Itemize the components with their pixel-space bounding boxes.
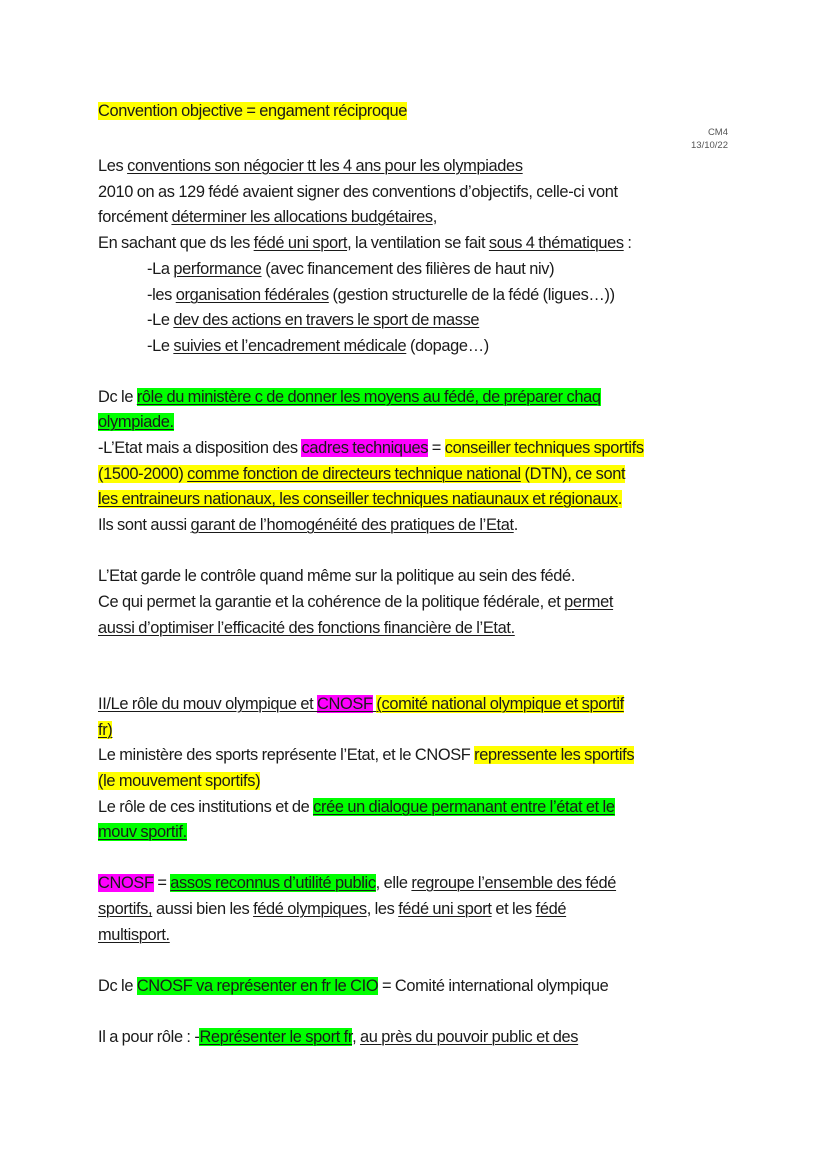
paragraph-line (98, 565, 575, 587)
course-label: CM4 (707, 127, 728, 138)
underlined-text: au près du pouvoir public et des (359, 1028, 579, 1046)
underlined-text: fédé uni sport (253, 234, 348, 252)
text: = (428, 439, 445, 457)
magenta-highlight: CNOSF (317, 695, 373, 713)
magenta-highlight: cadres techniques (301, 439, 429, 457)
green-highlight: assos reconnus d’utilité public (170, 874, 376, 892)
underlined-text: dev des actions en travers le sport de masse (173, 311, 480, 329)
text: Dc le (98, 977, 137, 995)
paragraph-line (98, 437, 644, 459)
text: -Le (147, 311, 174, 329)
text: , les (366, 900, 399, 918)
title-highlight: Convention objective = engament réciproque (98, 102, 408, 120)
paragraph-line (98, 924, 170, 946)
green-highlight: rôle du ministère c de donner les moyens au fédé, de préparer chaq (136, 388, 601, 406)
underlined-text: suivies et l’encadrement médicale (173, 337, 407, 355)
underlined-text: sous 4 thématiques (488, 234, 624, 252)
paragraph-line (98, 463, 625, 485)
text: L’Etat garde le contrôle quand même sur la politique au sein des fédé. (98, 567, 576, 585)
text: -L’Etat mais a disposition des (98, 439, 302, 457)
text: (dopage…) (406, 337, 489, 355)
paragraph-line (98, 872, 616, 894)
underlined-text: permet (564, 593, 614, 611)
text: = Comité international olympique (378, 977, 609, 995)
underlined-text: fédé olympiques (253, 900, 367, 918)
paragraph-line (98, 206, 437, 228)
text: Les (98, 157, 128, 175)
heading-text: II/Le rôle du mouv olympique et (98, 695, 318, 713)
yellow-highlight: (comité national olympique et sportif (376, 695, 624, 713)
text: (avec financement des filières de haut niv) (261, 260, 555, 278)
magenta-highlight: CNOSF (98, 874, 154, 892)
text: , elle (375, 874, 412, 892)
green-highlight: mouv sportif. (98, 823, 187, 841)
text: , (432, 208, 437, 226)
underlined-text: multisport. (98, 926, 170, 944)
text: -La (147, 260, 174, 278)
list-item (147, 309, 479, 331)
text: , (352, 1028, 360, 1046)
course-meta (691, 126, 728, 152)
text: 2010 on as 129 fédé avaient signer des conventions d’objectifs, celle-ci vont (98, 183, 618, 201)
green-highlight: crée un dialogue permanant entre l’état et le (313, 798, 615, 816)
text: -Le (147, 337, 174, 355)
yellow-highlight: fr) (98, 721, 113, 739)
underlined-text: regroupe l’ensemble des fédé (411, 874, 617, 892)
section-heading-cont (98, 719, 112, 741)
yellow-highlight: conseiller techniques sportifs (444, 439, 644, 457)
paragraph-line (98, 617, 515, 639)
text: et les (491, 900, 536, 918)
text: (gestion structurelle de la fédé (ligues…)) (328, 286, 615, 304)
paragraph-line (98, 181, 618, 203)
underlined-text: performance (173, 260, 262, 278)
paragraph-line (98, 411, 174, 433)
green-highlight: CNOSF va représenter en fr le CIO (136, 977, 379, 995)
text: : (623, 234, 632, 252)
paragraph-line (98, 591, 613, 613)
underlined-text: fédé uni sport (398, 900, 492, 918)
paragraph-line (98, 1026, 578, 1048)
yellow-highlight: comme fonction de directeurs technique national (187, 465, 521, 483)
list-item (147, 335, 489, 357)
text: Le ministère des sports représente l’Etat, et le CNOSF (98, 746, 475, 764)
text: Il a pour rôle : - (98, 1028, 200, 1046)
document-title (98, 100, 407, 122)
yellow-highlight: (1500-2000) (98, 465, 188, 483)
underlined-text: conventions son négocier tt les 4 ans pour les olympiades (127, 157, 523, 175)
yellow-highlight: . (617, 490, 622, 508)
paragraph-line (98, 232, 632, 254)
paragraph-line (98, 744, 634, 766)
list-item (147, 284, 615, 306)
underlined-text: garant de l’homogénéité des pratiques de l’Etat (190, 516, 514, 534)
yellow-highlight: les entraineurs nationaux, les conseiller techniques natiaunaux et régionaux (98, 490, 618, 508)
paragraph-line (98, 770, 260, 792)
paragraph-line (98, 796, 615, 818)
paragraph-line (98, 975, 608, 997)
paragraph-line (98, 155, 523, 177)
underlined-text: déterminer les allocations budgétaires (171, 208, 433, 226)
green-highlight: Représenter le sport fr (199, 1028, 353, 1046)
yellow-highlight: (DTN), ce sont (520, 465, 626, 483)
yellow-highlight: repressente les sportifs (474, 746, 635, 764)
text: , la ventilation se fait (347, 234, 489, 252)
text: forcément (98, 208, 172, 226)
yellow-highlight: (le mouvement sportifs) (98, 772, 261, 790)
underlined-text: sportifs, (98, 900, 153, 918)
green-highlight: olympiade. (98, 413, 174, 431)
text: aussi bien les (152, 900, 254, 918)
section-heading (98, 693, 624, 715)
text: Ils sont aussi (98, 516, 191, 534)
paragraph-line (98, 821, 187, 843)
list-item (147, 258, 554, 280)
text: Dc le (98, 388, 137, 406)
text: -les (147, 286, 176, 304)
text: . (513, 516, 518, 534)
paragraph-line (98, 488, 622, 510)
text: En sachant que ds les (98, 234, 254, 252)
paragraph-line (98, 898, 566, 920)
underlined-text: fédé (535, 900, 567, 918)
course-date: 13/10/22 (691, 140, 728, 151)
paragraph-line (98, 514, 518, 536)
text: Le rôle de ces institutions et de (98, 798, 314, 816)
text: Ce qui permet la garantie et la cohérence de la politique fédérale, et (98, 593, 565, 611)
underlined-text: organisation fédérales (175, 286, 329, 304)
text: = (153, 874, 171, 892)
paragraph-line (98, 386, 601, 408)
underlined-text: aussi d’optimiser l’efficacité des fonctions financière de l’Etat. (98, 619, 515, 637)
